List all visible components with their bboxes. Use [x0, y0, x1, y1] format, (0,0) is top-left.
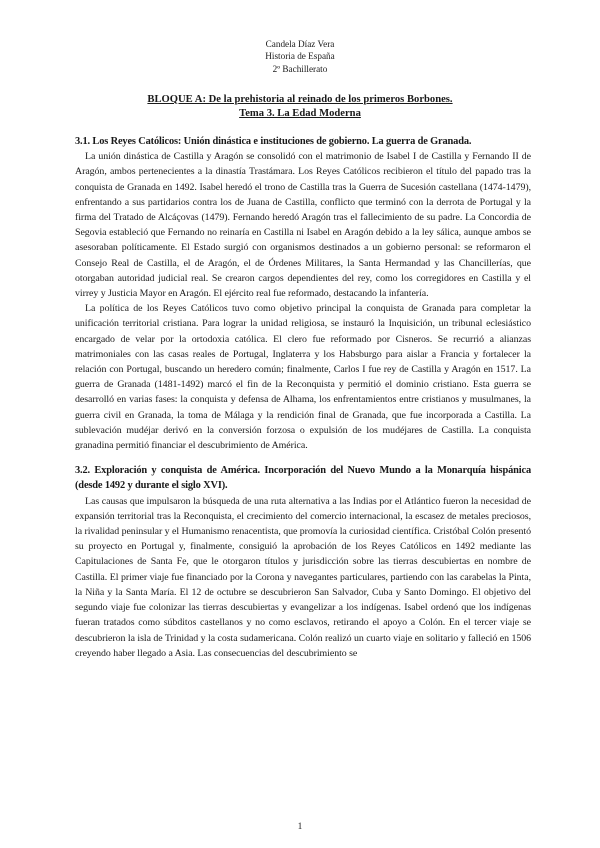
section-3-2 — [75, 463, 531, 661]
block-heading — [0, 93, 600, 121]
subject-name: Historia de España — [265, 51, 335, 62]
section-heading: 3.2. Exploración y conquista de América. Incorporación del Nuevo Mundo a la Monarquía hispánica (desde 1492 y durante el siglo XVI). — [75, 465, 531, 492]
section-3-1 — [75, 134, 531, 453]
author-name: Candela Díaz Vera — [265, 39, 335, 49]
course-name: 2º Bachillerato — [272, 63, 328, 74]
topic-title: Tema 3. La Edad Moderna — [239, 108, 361, 119]
document-header — [0, 38, 600, 75]
paragraph: La política de los Reyes Católicos tuvo como objetivo principal la conquista de Granada para completar la unificación territorial cristiana. Para lograr la unidad religiosa, se instauró la Inquisición, un tribunal eclesiástico encargado de velar por la ortodoxia católica. El clero fue reformado por Cisneros. Se recurrió a alianzas matrimoniales con las casas reales de Portugal, Inglaterra y los Habsburgo para aislar a Francia y fortalecer la relación con Portugal, buscando un heredero común; finalmente, Carlos I fue rey de Castilla y Aragón en 1517. La guerra de Granada (1481-1492) marcó el fin de la Reconquista y permitió el dominio cristiano. Esta guerra se desarrolló en varias fases: la conquista y defensa de Alhama, los enfrentamientos entre cristianos y musulmanes, la guerra civil en Granada, la toma de Málaga y la rendición final de Granada, que fue incorporada a Castilla. La sublevación mudéjar derivó en la conversión forzosa o expulsión de los mudéjares de Castilla. La conquista granadina permitió financiar el descubrimiento de América. — [75, 303, 531, 452]
block-title: BLOQUE A: De la prehistoria al reinado de los primeros Borbones. — [147, 94, 453, 105]
paragraph: La unión dinástica de Castilla y Aragón se consolidó con el matrimonio de Isabel I de Castilla y Fernando II de Aragón, ambos pertenecientes a la dinastía Trastámara. Los Reyes Católicos recibieron el título del papado tras la conquista de Granada en 1492. Isabel heredó el trono de Castilla tras la Guerra de Sucesión castellana (1474-1479), enfrentando a sus partidarios contra los de Juana de Castilla, conflicto que terminó con la derrota de Portugal y la firma del Tratado de Alcáçovas (1479). Fernando heredó Aragón tras el fallecimiento de su padre. La Concordia de Segovia estableció que Fernando no reinaría en Castilla ni Isabel en Aragón debido a la ley sálica, aunque ambos se asesoraban políticamente. El Estado surgió con organismos destinados a un gobierno personal: se reformaron el Consejo Real de Castilla, el de Aragón, el de Órdenes Militares, la Santa Hermandad y las Chancillerías, que otorgaban autoridad judicial real. Se crearon cargos dependientes del rey, como los corregidores en Castilla y el virrey y Justicia Mayor en Aragón. El ejército real fue reformado, destacando la infantería. — [75, 151, 531, 300]
paragraph: Las causas que impulsaron la búsqueda de una ruta alternativa a las Indias por el Atlántico fueron la necesidad de expansión territorial tras la Reconquista, el crecimiento del comercio internacional, la escasez de metales preciosos, la rivalidad peninsular y el Humanismo renacentista, que promovía la curiosidad científica. Cristóbal Colón presentó su proyecto en Portugal y, finalmente, consiguió la aprobación de los Reyes Católicos en 1492 mediante las Capitulaciones de Santa Fe, que le otorgaron títulos y jurisdicción sobre las tierras descubiertas en nombre de Castilla. El primer viaje fue financiado por la Corona y navegantes particulares, partiendo con las carabelas la Pinta, la Niña y la Santa María. El 12 de octubre se descubrieron San Salvador, Cuba y Santo Domingo. El objetivo del segundo viaje fue colonizar las tierras descubiertas y evangelizar a los indígenas. Isabel ordenó que los indígenas fueran tratados como súbditos castellanos y no como esclavos, retirando el apoyo a Colón. En el tercer viaje se descubrieron la isla de Trinidad y la costa sudamericana. Colón realizó un cuarto viaje en solitario y falleció en 1506 creyendo haber llegado a Asia. Las consecuencias del descubrimiento se — [75, 495, 531, 659]
document-body — [75, 134, 531, 661]
page-number: 1 — [297, 822, 303, 832]
section-heading: 3.1. Los Reyes Católicos: Unión dinástica e instituciones de gobierno. La guerra de Granada. — [75, 136, 472, 147]
